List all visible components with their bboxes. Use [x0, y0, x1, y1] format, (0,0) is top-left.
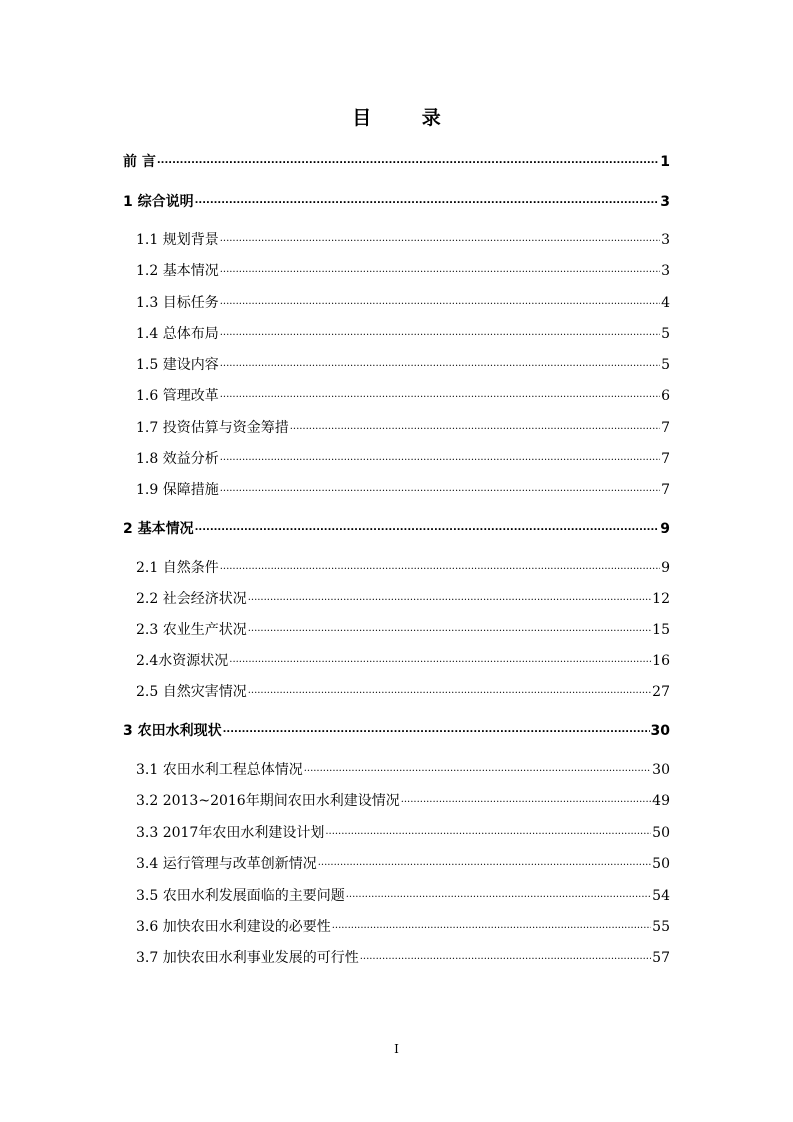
- toc-entry-label: 3.7 加快农田水利事业发展的可行性: [136, 950, 359, 966]
- toc-entry-1-8[interactable]: [136, 449, 670, 469]
- toc-entry-2-4[interactable]: [136, 651, 670, 671]
- toc-entry-1-9[interactable]: [136, 480, 670, 500]
- toc-entry-page: 30: [650, 723, 670, 739]
- toc-entry-page: 50: [652, 856, 670, 872]
- toc-entry-page: 50: [652, 825, 670, 841]
- toc-entry-1-7[interactable]: [136, 418, 670, 438]
- toc-entry-label: 2.4水资源状况: [136, 653, 229, 669]
- toc-title: 目 录: [352, 107, 463, 129]
- toc-entry-page: 9: [660, 521, 670, 537]
- toc-leader-dots: [248, 619, 651, 639]
- toc-leader-dots: [290, 417, 660, 437]
- toc-leader-dots: [220, 323, 660, 343]
- toc-entry-3-4[interactable]: [136, 854, 670, 874]
- toc-entry-label: 3.5 农田水利发展面临的主要问题: [136, 888, 345, 904]
- toc-entry-label: 3.3 2017年农田水利建设计划: [136, 825, 325, 841]
- toc-entry-3-1[interactable]: [136, 760, 670, 780]
- toc-leader-dots: [220, 385, 660, 405]
- toc-leader-dots: [195, 191, 660, 211]
- toc-entry-label: 1.8 效益分析: [136, 451, 219, 467]
- toc-entry-page: 30: [652, 762, 670, 778]
- toc-entry-label: 1.9 保障措施: [136, 482, 219, 498]
- toc-entry-label: 2.2 社会经济状况: [136, 591, 247, 607]
- toc-entry-1-6[interactable]: [136, 386, 670, 406]
- toc-leader-dots: [220, 292, 660, 312]
- toc-entry-label: 1 综合说明: [123, 194, 194, 210]
- toc-entry-page: 9: [661, 560, 670, 576]
- toc-entry-label: 1.3 目标任务: [136, 295, 219, 311]
- toc-entry-page: 3: [661, 263, 670, 279]
- toc-leader-dots: [346, 885, 651, 905]
- toc-entry-1-5[interactable]: [136, 355, 670, 375]
- toc-entry-label: 1.6 管理改革: [136, 388, 219, 404]
- toc-entry-page: 5: [661, 357, 670, 373]
- toc-entry-page: 7: [661, 420, 670, 436]
- toc-entry-page: 7: [661, 482, 670, 498]
- toc-entry-page: 54: [652, 888, 670, 904]
- toc-leader-dots: [332, 916, 651, 936]
- toc-entry-3-3[interactable]: [136, 823, 670, 843]
- toc-entry-1-4[interactable]: [136, 324, 670, 344]
- toc-entry-page: 27: [652, 684, 670, 700]
- toc-leader-dots: [220, 479, 660, 499]
- toc-entry-label: 1.5 建设内容: [136, 357, 219, 373]
- toc-entry-page: 55: [652, 919, 670, 935]
- toc-entry-page: 3: [661, 232, 670, 248]
- toc-entry-label: 3.2 2013~2016年期间农田水利建设情况: [136, 793, 400, 809]
- toc-leader-dots: [318, 853, 651, 873]
- toc-entry-label: 1.2 基本情况: [136, 263, 219, 279]
- toc-entry-1-2[interactable]: [136, 261, 670, 281]
- toc-entry-label: 3.1 农田水利工程总体情况: [136, 762, 303, 778]
- toc-entry-label: 前 言: [123, 154, 156, 170]
- toc-entry-3-5[interactable]: [136, 886, 670, 906]
- toc-entry-1-1[interactable]: [136, 230, 670, 250]
- toc-entry-page: 3: [660, 194, 670, 210]
- toc-entry-2-2[interactable]: [136, 589, 670, 609]
- toc-entry-2-3[interactable]: [136, 620, 670, 640]
- toc-entry-page: 15: [652, 622, 670, 638]
- toc-entry-label: 1.7 投资估算与资金筹措: [136, 420, 289, 436]
- toc-entry-label: 1.1 规划背景: [136, 232, 219, 248]
- toc-entry-label: 2.3 农业生产状况: [136, 622, 247, 638]
- toc-entry-page: 16: [652, 653, 670, 669]
- toc-entry-label: 2 基本情况: [123, 521, 194, 537]
- toc-entry-label: 3 农田水利现状: [123, 723, 222, 739]
- toc-entry-2-5[interactable]: [136, 682, 670, 702]
- toc-entry-chapter-2[interactable]: [123, 519, 670, 539]
- toc-leader-dots: [304, 759, 651, 779]
- toc-entry-page: 49: [652, 793, 670, 809]
- toc-entry-page: 57: [652, 950, 670, 966]
- toc-leader-dots: [223, 720, 650, 740]
- toc-leader-dots: [360, 947, 651, 967]
- toc-leader-dots: [220, 260, 660, 280]
- toc-entry-page: 12: [652, 591, 670, 607]
- toc-entry-page: 4: [661, 295, 670, 311]
- toc-leader-dots: [157, 151, 659, 171]
- toc-entry-preface[interactable]: [123, 152, 670, 172]
- page-number: I: [394, 1042, 399, 1056]
- toc-leader-dots: [248, 588, 651, 608]
- toc-entry-label: 1.4 总体布局: [136, 326, 219, 342]
- toc-leader-dots: [220, 557, 660, 577]
- toc-leader-dots: [220, 448, 660, 468]
- toc-entry-label: 3.6 加快农田水利建设的必要性: [136, 919, 331, 935]
- toc-leader-dots: [195, 518, 660, 538]
- toc-entry-3-6[interactable]: [136, 917, 670, 937]
- toc-leader-dots: [220, 354, 660, 374]
- toc-entry-2-1[interactable]: [136, 558, 670, 578]
- toc-entry-label: 3.4 运行管理与改革创新情况: [136, 856, 317, 872]
- toc-entry-3-2[interactable]: [136, 791, 670, 811]
- toc-entry-page: 1: [660, 154, 670, 170]
- toc-entry-label: 2.5 自然灾害情况: [136, 684, 247, 700]
- toc-entry-page: 6: [661, 388, 670, 404]
- toc-leader-dots: [248, 681, 651, 701]
- toc-leader-dots: [325, 822, 651, 842]
- toc-entry-1-3[interactable]: [136, 293, 670, 313]
- toc-leader-dots: [401, 790, 651, 810]
- toc-entry-page: 7: [661, 451, 670, 467]
- toc-entry-3-7[interactable]: [136, 948, 670, 968]
- toc-entry-label: 2.1 自然条件: [136, 560, 219, 576]
- toc-entry-chapter-3[interactable]: [123, 721, 670, 741]
- toc-entry-chapter-1[interactable]: [123, 192, 670, 212]
- toc-leader-dots: [229, 650, 651, 670]
- toc-entry-page: 5: [661, 326, 670, 342]
- toc-leader-dots: [220, 229, 660, 249]
